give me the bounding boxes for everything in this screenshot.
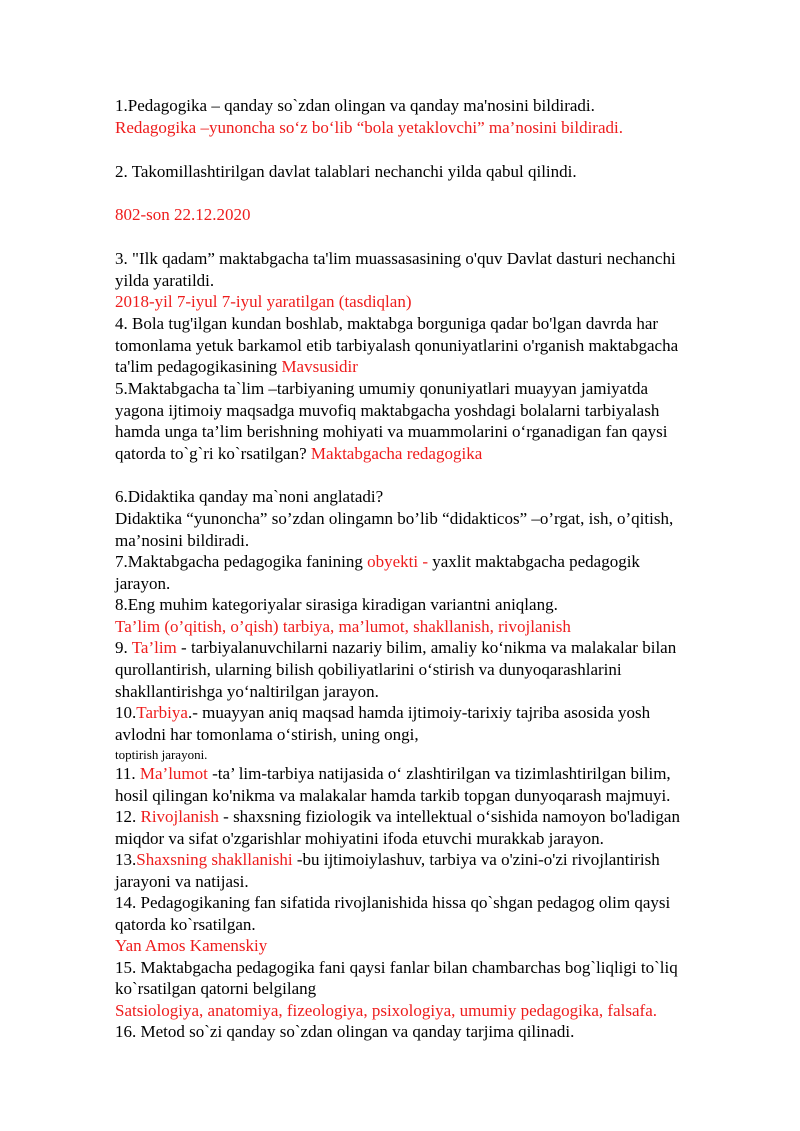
question-12-term: Rivojlanish: [140, 807, 219, 826]
answer-4: Mavsusidir: [281, 357, 358, 376]
question-5-text: qatorda to`g`ri ko`rsatilgan?: [115, 444, 311, 463]
question-7-post: yaxlit maktabgacha pedagogik: [432, 552, 640, 571]
question-12-line-2: miqdor va sifat o'zgarishlar mohiyatini ifoda etuvchi murakkab jarayon.: [115, 829, 604, 848]
question-9-pre: 9.: [115, 638, 132, 657]
question-11-line-1: [115, 763, 671, 785]
question-13-line-1: [115, 849, 660, 871]
answer-6-line-2: ma’nosini bildiradi.: [115, 531, 250, 550]
question-3-line-1: 3. "Ilk qadam” maktabgacha ta'lim muassasasining o'quv Davlat dasturi nechanchi: [115, 249, 676, 268]
question-15-line-2: ko`rsatilgan qatorni belgilang: [115, 979, 317, 998]
answer-14: Yan Amos Kamenskiy: [115, 936, 268, 955]
answer-1: Redagogika –yunoncha so‘z bo‘lib “bola yetaklovchi” ma’nosini bildiradi.: [115, 118, 623, 137]
question-6: 6.Didaktika qanday ma`noni anglatadi?: [115, 487, 384, 506]
question-5-line-1: 5.Maktabgacha ta`lim –tarbiyaning umumiy qonuniyatlari muayyan jamiyatda: [115, 379, 648, 398]
question-14-line-1: 14. Pedagogikaning fan sifatida rivojlanishida hissa qo`shgan pedagog olim qaysi: [115, 893, 671, 912]
question-10-line-3: toptirish jarayoni.: [115, 747, 208, 762]
question-10-post: .- muayyan aniq maqsad hamda ijtimoiy-tarixiy tajriba asosida yosh: [187, 703, 651, 722]
answer-15: Satsiologiya, anatomiya, fizeologiya, psixologiya, umumiy pedagogika, falsafa.: [115, 1001, 657, 1020]
question-12-line-1: [115, 806, 680, 828]
question-4-text: ta'lim pedagogikasining: [115, 357, 282, 376]
question-10-line-2: avlodni har tomonlama o‘stirish, uning ongi,: [115, 725, 419, 744]
question-9-line-2: qurollantirish, ularning bilish qobiliyatlarini o‘stirish va dunyoqarashlarini: [115, 660, 622, 679]
question-15-line-1: 15. Maktabgacha pedagogika fani qaysi fanlar bilan chambarchas bog`liqligi to`liq: [115, 958, 678, 977]
question-12-post: - shaxsning fiziologik va intellektual o‘sishida namoyon bo'ladigan: [218, 807, 680, 826]
answer-3: 2018-yil 7-iyul 7-iyul yaratilgan (tasdiqlan): [115, 292, 412, 311]
question-9-line-3: shakllantirishga yo‘naltirilgan jarayon.: [115, 682, 379, 701]
question-12-pre: 12.: [115, 807, 141, 826]
question-10-term: Tarbiya: [136, 703, 188, 722]
answer-6-line-1: Didaktika “yunoncha” so’zdan olingamn bo’lib “didakticos” –o’rgat, ish, o’qitish,: [115, 509, 674, 528]
question-13-post: -bu ijtimoiylashuv, tarbiya va o'zini-o'zi rivojlantirish: [292, 850, 660, 869]
question-9-post: - tarbiyalanuvchilarni nazariy bilim, amaliy ko‘nikma va malakalar bilan: [176, 638, 677, 657]
answer-5: Maktabgacha redagogika: [310, 444, 483, 463]
question-8: 8.Eng muhim kategoriyalar sirasiga kiradigan variantni aniqlang.: [115, 595, 558, 614]
question-2: 2. Takomillashtirilgan davlat talablari nechanchi yilda qabul qilindi.: [115, 162, 577, 181]
question-5-line-2: yagona ijtimoiy maqsadga muvofiq maktabgacha yoshdagi bolalarni tarbiyalash: [115, 401, 660, 420]
question-13-line-2: jarayoni va natijasi.: [115, 872, 249, 891]
question-13-pre: 13.: [115, 850, 137, 869]
question-11-post: -ta’ lim-tarbiya natijasida o‘ zlashtirilgan va tizimlashtirilgan bilim,: [207, 764, 671, 783]
question-13-term: Shaxsning shakllanishi: [136, 850, 293, 869]
question-3-line-2: yilda yaratildi.: [115, 271, 215, 290]
question-9-line-1: [115, 637, 676, 659]
question-4-line-3: [115, 356, 358, 378]
question-7-term: obyekti -: [367, 552, 433, 571]
question-5-line-3: hamda unga ta’lim berishning mohiyati va muammolarini o‘rganadigan fan qaysi: [115, 422, 668, 441]
question-10-pre: 10.: [115, 703, 137, 722]
question-7-line-1: [115, 551, 640, 573]
question-10-line-1: [115, 702, 650, 724]
question-7-pre: 7.Maktabgacha pedagogika fanining: [115, 552, 368, 571]
question-7-line-2: jarayon.: [115, 574, 171, 593]
question-4-line-2: tomonlama yetuk barkamol etib tarbiyalash qonuniyatlarini o'rganish maktabgacha: [115, 336, 679, 355]
question-11-pre: 11.: [115, 764, 140, 783]
question-4-line-1: 4. Bola tug'ilgan kundan boshlab, maktabga borguniga qadar bo'lgan davrda har: [115, 314, 659, 333]
answer-8: Ta’lim (o’qitish, o’qish) tarbiya, ma’lumot, shakllanish, rivojlanish: [115, 617, 571, 636]
question-1: 1.Pedagogika – qanday so`zdan olingan va qanday ma'nosini bildiradi.: [115, 96, 595, 115]
question-5-line-4: [115, 443, 482, 465]
question-9-term: Ta’lim: [131, 638, 177, 657]
question-11-line-2: hosil qilingan ko'nikma va malakalar hamda tarkib topgan dunyoqarash majmuyi.: [115, 786, 671, 805]
question-11-term: Ma’lumot: [139, 764, 208, 783]
question-16: 16. Metod so`zi qanday so`zdan olingan va qanday tarjima qilinadi.: [115, 1022, 575, 1041]
answer-2: 802-son 22.12.2020: [115, 205, 251, 224]
question-14-line-2: qatorda ko`rsatilgan.: [115, 915, 256, 934]
